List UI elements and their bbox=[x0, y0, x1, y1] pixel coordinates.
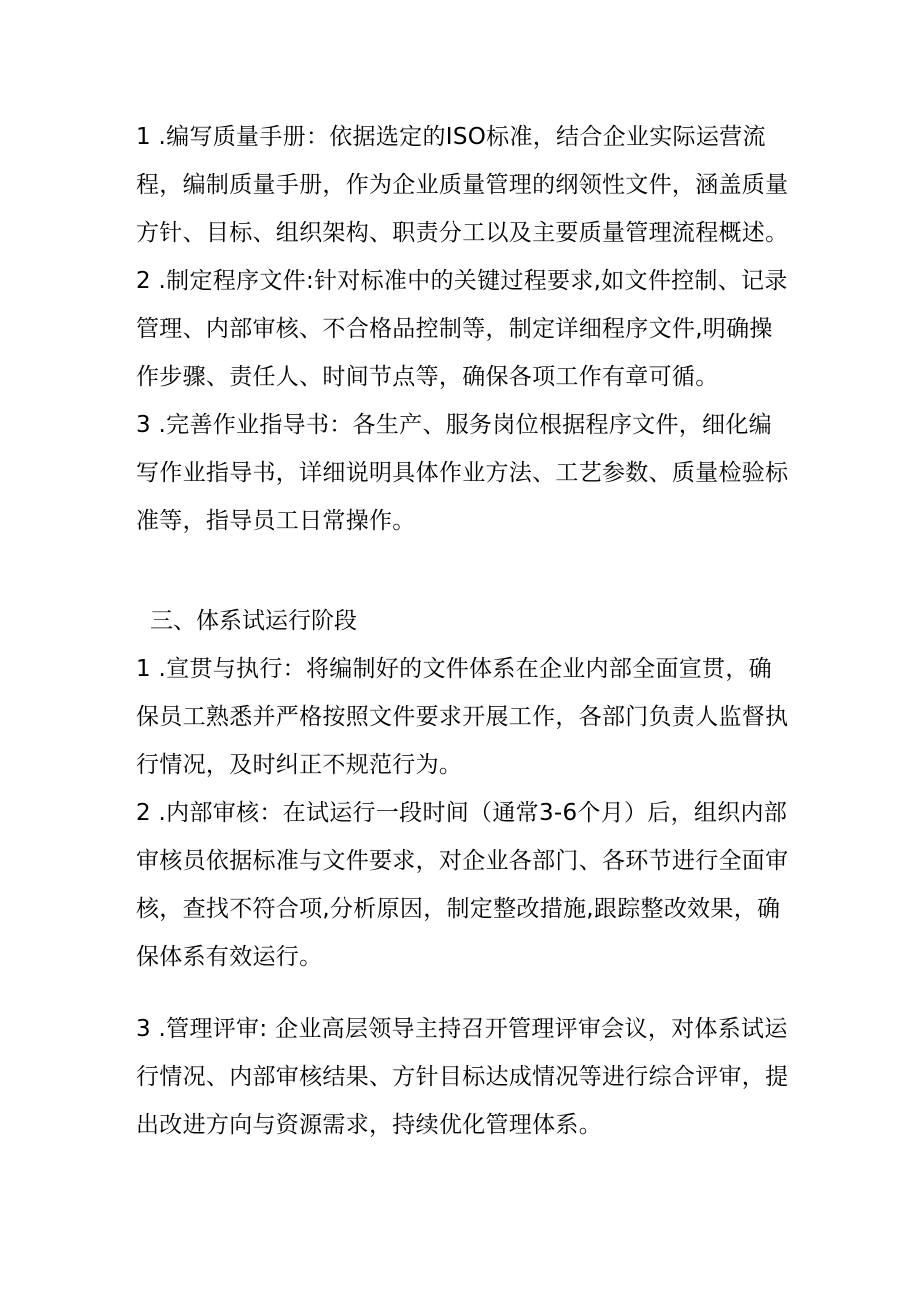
item-work-instructions bbox=[136, 401, 796, 545]
paragraph-line: 核，查找不符合项,分析原因，制定整改措施,跟踪整改效果，确 bbox=[136, 896, 781, 922]
item-compile-quality-manual bbox=[136, 113, 796, 257]
paragraph-line: 程，编制质量手册，作为企业质量管理的纲领性文件，涵盖质量 bbox=[136, 172, 789, 198]
paragraph-line: 行情况、内部审核结果、方针目标达成情况等进行综合评审，提 bbox=[136, 1064, 789, 1090]
paragraph-line: 保员工熟悉并严格按照文件要求开展工作，各部门负责人监督执 bbox=[136, 704, 789, 730]
item-management-review bbox=[136, 1005, 796, 1149]
paragraph-line: 保体系有效运行。 bbox=[136, 944, 323, 970]
section-heading-trial-run: 三、体系试运行阶段 bbox=[150, 608, 357, 634]
paragraph-line: 1 .编写质量手册：依据选定的ISO标准，结合企业实际运营流 bbox=[136, 124, 766, 150]
paragraph-line: 管理、内部审核、不合格品控制等，制定详细程序文件,明确操 bbox=[136, 316, 773, 342]
paragraph-line: 方针、目标、组织架构、职责分工以及主要质量管理流程概述。 bbox=[136, 220, 789, 246]
item-promotion-execution bbox=[136, 645, 796, 789]
paragraph-line: 作步骤、责任人、时间节点等，确保各项工作有章可循。 bbox=[136, 364, 719, 390]
paragraph-line: 审核员依据标准与文件要求，对企业各部门、各环节进行全面审 bbox=[136, 848, 789, 874]
paragraph-line: 3 .管理评审: 企业高层领导主持召开管理评审会议，对体系试运 bbox=[136, 1016, 788, 1042]
paragraph-line: 2 .内部审核：在试运行一段时间（通常3-6个月）后，组织内部 bbox=[136, 800, 788, 826]
item-internal-audit bbox=[136, 789, 796, 981]
paragraph-line: 2 .制定程序文件:针对标准中的关键过程要求,如文件控制、记录 bbox=[136, 268, 788, 294]
paragraph-line: 1 .宣贯与执行：将编制好的文件体系在企业内部全面宣贯，确 bbox=[136, 656, 772, 682]
paragraph-line: 3 .完善作业指导书：各生产、服务岗位根据程序文件，细化编 bbox=[136, 412, 772, 438]
paragraph-line: 行情况，及时纠正不规范行为。 bbox=[136, 752, 463, 778]
paragraph-line: 出改进方向与资源需求，持续优化管理体系。 bbox=[136, 1112, 602, 1138]
paragraph-line: 准等，指导员工日常操作。 bbox=[136, 508, 416, 534]
paragraph-line: 写作业指导书，详细说明具体作业方法、工艺参数、质量检验标 bbox=[136, 460, 789, 486]
item-procedure-documents bbox=[136, 257, 796, 401]
